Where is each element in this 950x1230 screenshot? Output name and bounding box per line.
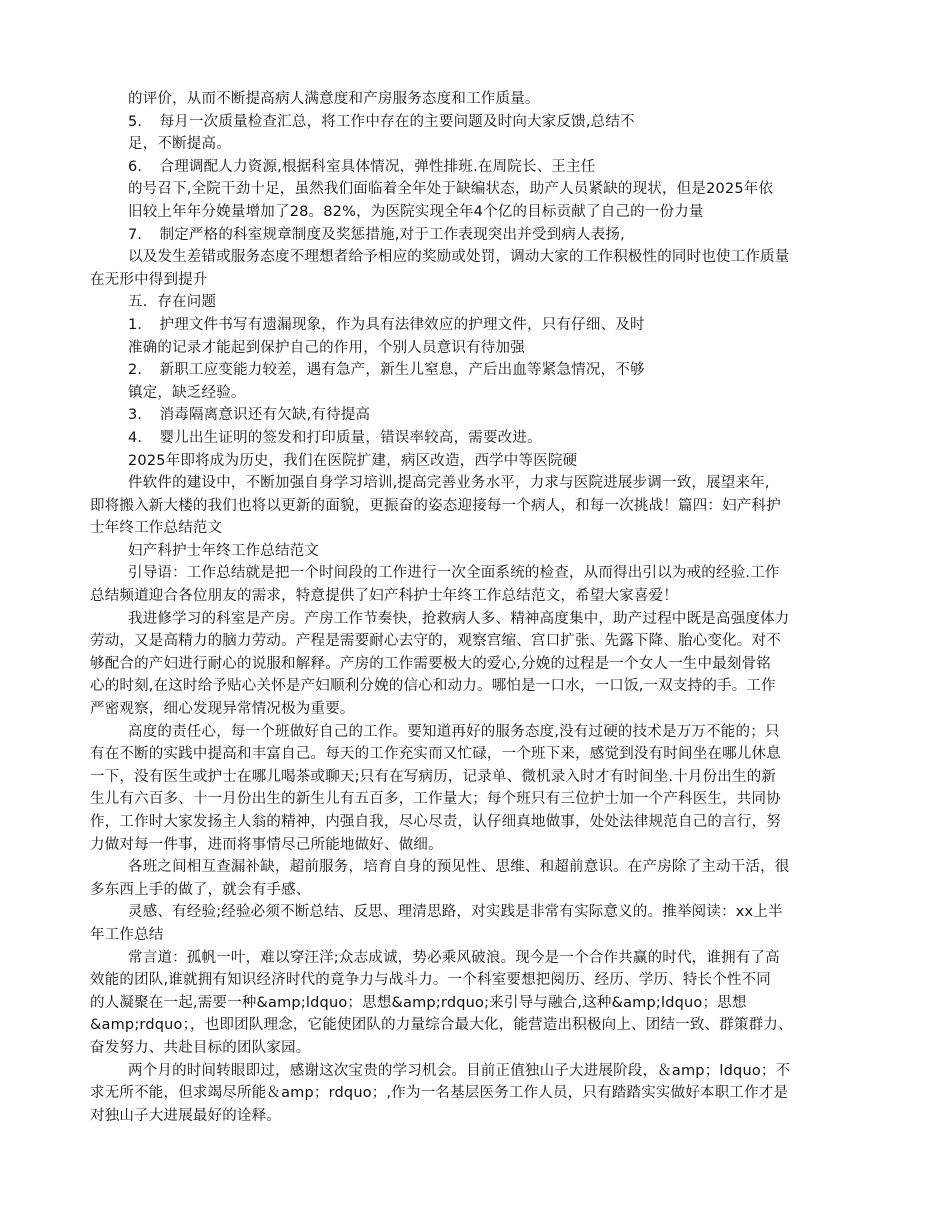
text-line: 求无所不能，但求竭尽所能＆amp；rdquo；,作为一名基层医务工作人员，只有踏踏实实做好本职工作才是 (90, 1085, 789, 1102)
text-line: 心的时刻,在这时给予贴心关怀是产妇顺利分娩的信心和动力。哪怕是一口水，一口饭,一双支持的手。工作 (90, 678, 776, 695)
text-line: 严密观察，细心发现异常情况极为重要。 (90, 701, 355, 718)
text-line: 5． 每月一次质量检查汇总，将工作中存在的主要问题及时向大家反馈,总结不 (128, 113, 635, 130)
text-line: 高度的责任心，每一个班做好自己的工作。要知道再好的服务态度,没有过硬的技术是万万不能的；只 (128, 723, 780, 740)
text-line: 各班之间相互查漏补缺，超前服务，培育自身的预见性、思维、和超前意识。在产房除了主动干活，很 (128, 859, 790, 876)
text-line: 总结频道迎合各位朋友的需求，特意提供了妇产科护士年终工作总结范文，希望大家喜爱！ (90, 588, 678, 605)
text-line: 够配合的产妇进行耐心的说服和解释。产房的工作需要极大的爱心,分娩的过程是一个女人一生中最刻骨铭 (90, 655, 772, 672)
text-line: 奋发努力、共赴目标的团队家园。 (90, 1039, 311, 1056)
text-line: 常言道：孤帆一叶，难以穿汪洋;众志成诚，势必乘风破浪。现今是一个合作共赢的时代，谁拥有了高 (128, 949, 780, 966)
text-line: 一下，没有医生或护士在哪儿喝茶或聊天;只有在写病历，记录单、微机录入时才有时间坐.十月份出生的新 (90, 768, 777, 785)
text-line: 的评价，从而不断提高病人满意度和产房服务态度和工作质量。 (128, 91, 540, 107)
text-line: 年工作总结 (90, 926, 164, 943)
text-line: 五．存在问题 (128, 294, 217, 311)
text-line: 对独山子大进展最好的诠释。 (90, 1107, 282, 1124)
text-line: 作，工作时大家发扬主人翁的精神，内强自我，尽心尽责，认仔细真地做事，处处法律规范自己的言行，努 (90, 814, 781, 830)
text-line: 镇定，缺乏经验。 (128, 384, 246, 401)
text-line: 我进修学习的科室是产房。产房工作节奏快，抢救病人多、精神高度集中，助产过程中既是高强度体力 (128, 610, 790, 627)
text-line: 件软件的建设中，不断加强自身学习培训,提高完善业务水平，力求与医院进展步调一致，展望来年, (128, 475, 770, 492)
text-line: 7． 制定严格的科室规章制度及奖惩措施,对于工作表现突出并受到病人表扬, (128, 226, 625, 243)
text-line: 1． 护理文件书写有遗漏现象，作为具有法律效应的护理文件，只有仔细、及时 (128, 316, 645, 333)
text-line: 引导语：工作总结就是把一个时间段的工作进行一次全面系统的检查，从而得出引以为戒的经验.工作 (128, 565, 780, 582)
text-line: 旧较上年年分娩量增加了28。82%，为医院实现全年4个亿的目标贡献了自己的一份力量 (128, 203, 704, 220)
text-line: 6． 合理调配人力资源,根据科室具体情况，弹性排班.在周院长、王主任 (128, 158, 596, 175)
text-line: 劳动，又是高精力的脑力劳动。产程是需要耐心去守的，观察宫缩、宫口扩张、先露下降、胎心变化。对不 (90, 633, 781, 650)
text-line: 足，不断提高。 (128, 136, 231, 153)
text-line: 妇产科护士年终工作总结范文 (128, 542, 320, 559)
text-line: 以及发生差错或服务态度不理想者给予相应的奖励或处罚，调动大家的工作积极性的同时也使工作质量 (128, 249, 790, 266)
text-line: 在无形中得到提升 (90, 271, 208, 288)
text-line: 生儿有六百多、十一月份出生的新生儿有五百多，工作量大；每个班只有三位护士加一个产科医生，共同协 (90, 791, 781, 808)
document-page (90, 88, 865, 1127)
text-line: 的人凝聚在一起,需要一种&amp;ldquo；思想&amp;rdquo;来引导与融合,这种&amp;ldquo；思想 (90, 994, 747, 1011)
text-line: 3． 消毒隔离意识还有欠缺,有待提高 (128, 407, 371, 424)
text-line: 即将搬入新大楼的我们也将以更新的面貌，更振奋的姿态迎接每一个病人，和每一次挑战！篇四：妇产科护 (90, 497, 781, 514)
text-line: 2． 新职工应变能力较差，遇有急产，新生儿窒息，产后出血等紧急情况，不够 (128, 362, 645, 379)
text-line: 士年终工作总结范文 (90, 520, 223, 537)
text-line: 灵感、有经验;经验必须不断总结、反思、理清思路，对实践是非常有实际意义的。推举阅读：xx上半 (128, 904, 783, 921)
text-line: 4． 婴儿出生证明的签发和打印质量，错误率较高，需要改进。 (128, 429, 542, 446)
text-line: 多东西上手的做了，就会有手感、 (90, 881, 311, 898)
text-line: 效能的团队,谁就拥有知识经济时代的竟争力与战斗力。一个科室要想把阅历、经历、学历、特长个性不同 (90, 972, 772, 989)
text-line: 的号召下,全院干劲十足，虽然我们面临着全年处于缺编状态，助产人员紧缺的现状，但是2025年依 (128, 181, 774, 198)
text-line: 准确的记录才能起到保护自己的作用，个别人员意识有待加强 (128, 339, 525, 356)
text-line: 有在不断的实践中提高和丰富自己。每天的工作充实而又忙碌，一个班下来，感觉到没有时间坐在哪儿休息 (90, 746, 781, 763)
text-line: 2025年即将成为历史，我们在医院扩建，病区改造，西学中等医院硬 (128, 452, 578, 469)
text-line: &amp;rdquo；，也即团队理念，它能使团队的力量综合最大化，能营造出积极向上、团结一致、群策群力、 (90, 1017, 793, 1034)
text-line: 两个月的时间转眼即过，感谢这次宝贵的学习机会。目前正值独山子大进展阶段，＆amp；ldquo；不 (128, 1062, 791, 1079)
text-line: 力做对每一件事，进而将事情尽己所能地做好、做细。 (90, 836, 443, 853)
